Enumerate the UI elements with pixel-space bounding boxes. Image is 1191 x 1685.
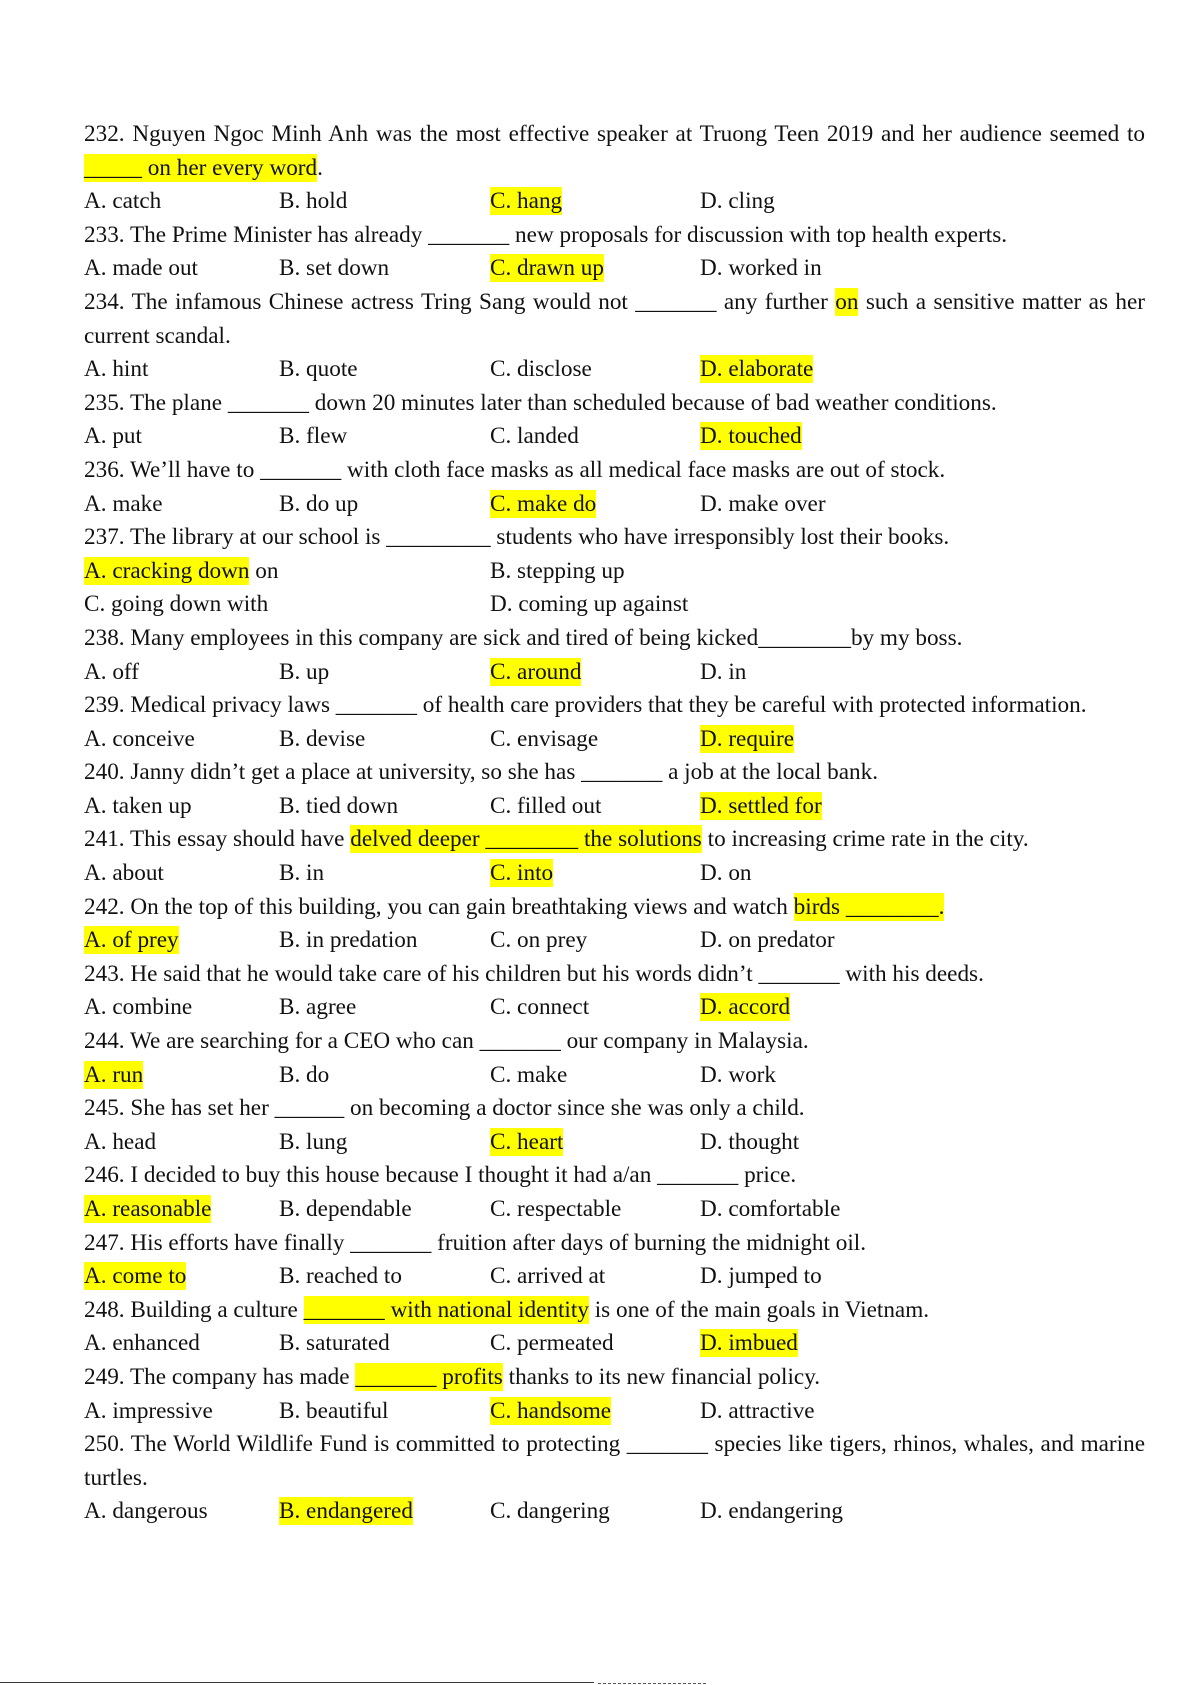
highlighted-answer: C. around [490, 658, 582, 685]
highlighted-text: on [835, 288, 859, 315]
highlighted-text: _______ profits [355, 1363, 503, 1390]
answer-text: A. combine [84, 994, 193, 1021]
answer-text: A. put [84, 423, 142, 450]
highlighted-answer: D. settled for [700, 792, 822, 819]
question-stem-line [84, 454, 1145, 488]
answer-text: B. beautiful [279, 1397, 389, 1424]
answer-text: A. made out [84, 255, 198, 282]
answer-options-row [84, 1327, 1145, 1361]
answer-option-d [700, 857, 752, 891]
answer-option-c [490, 353, 592, 387]
stem-text: The plane _______ down 20 minutes later than scheduled because of bad weather conditions. [129, 389, 997, 416]
stem-text: to increasing crime rate in the city. [701, 826, 1029, 853]
stem-text: The Prime Minister has already _______ new proposals for discussion with top health experts. [129, 221, 1008, 248]
answer-text: B. in predation [279, 927, 418, 954]
question-237 [84, 521, 1145, 622]
question-238 [84, 622, 1145, 689]
answer-option-a [84, 991, 192, 1025]
answer-option-b [279, 723, 365, 757]
answer-option-b [279, 1193, 412, 1227]
question-number: 232. [84, 121, 125, 147]
question-number: 244. [84, 1028, 125, 1055]
stem-text: The library at our school is _________ students who have irresponsibly lost their books. [129, 524, 950, 551]
answer-option-a [84, 723, 195, 757]
question-245 [84, 1092, 1145, 1159]
answer-text: A. conceive [84, 725, 195, 752]
highlighted-answer: A. come to [84, 1263, 187, 1290]
highlighted-text: delved deeper ________ the solutions [350, 826, 702, 853]
stem-text: We’ll have to _______ with cloth face masks as all medical face masks are out of stock. [129, 456, 946, 483]
answer-option-c [490, 857, 553, 891]
answer-option-b [279, 1260, 402, 1294]
answer-text: B. saturated [279, 1330, 390, 1357]
question-number: 250. [84, 1431, 125, 1458]
answer-text: C. permeated [490, 1330, 614, 1357]
answer-text: D. endangering [700, 1498, 843, 1525]
question-number: 242. [84, 893, 125, 920]
stem-text: He said that he would take care of his children but his words didn’t _______ with his deeds. [130, 960, 984, 987]
highlighted-answer: C. handsome [490, 1397, 612, 1424]
stem-text: The infamous Chinese actress Tring Sang would not _______ any further [131, 288, 836, 315]
answer-options-row [84, 420, 1145, 454]
answer-text: B. dependable [279, 1196, 412, 1222]
stem-text: On the top of this building, you can gain breathtaking views and watch [130, 893, 794, 920]
answer-option-c [490, 1395, 611, 1429]
question-234 [84, 286, 1145, 387]
highlighted-answer: A. run [84, 1061, 144, 1088]
answer-option-c [490, 1327, 614, 1361]
question-stem-line [84, 823, 1145, 857]
answer-text: D. comfortable [700, 1196, 841, 1222]
answer-option-a [84, 1260, 186, 1294]
highlighted-answer: C. drawn up [490, 255, 604, 282]
question-240 [84, 756, 1145, 823]
answer-options-row [84, 1059, 1145, 1093]
answer-options-row [84, 555, 1145, 589]
answer-option-d [700, 1327, 798, 1361]
answer-option-b [279, 1495, 413, 1529]
question-stem-line [84, 1428, 1145, 1462]
answer-option-c [490, 1260, 605, 1294]
answer-option-c [490, 252, 604, 286]
answer-option-d [700, 1059, 776, 1093]
answer-option-d [490, 588, 688, 622]
question-235 [84, 387, 1145, 454]
question-232 [84, 118, 1145, 219]
question-stem-line [84, 1462, 1145, 1496]
question-number: 249. [84, 1363, 125, 1390]
question-number: 247. [84, 1229, 125, 1256]
answer-text-suffix: on [249, 557, 279, 584]
question-248 [84, 1294, 1145, 1361]
question-stem-line [84, 756, 1145, 790]
answer-option-b [279, 252, 389, 286]
exercise-document [84, 118, 1145, 1529]
question-236 [84, 454, 1145, 521]
question-stem-line [84, 958, 1145, 992]
highlighted-answer: D. accord [700, 994, 791, 1021]
stem-text: thanks to its new financial policy. [502, 1363, 821, 1390]
answer-option-c [490, 1193, 621, 1227]
highlighted-answer: C. make do [490, 490, 597, 517]
answer-option-b [279, 790, 398, 824]
question-number: 245. [84, 1095, 125, 1122]
question-249 [84, 1361, 1145, 1428]
answer-option-d [700, 353, 813, 387]
question-number: 236. [84, 456, 125, 483]
question-stem-line [84, 1227, 1145, 1261]
answer-text: D. coming up against [490, 591, 689, 618]
question-stem-line [84, 1361, 1145, 1395]
answer-options-row [84, 1395, 1145, 1429]
answer-option-a [84, 857, 164, 891]
question-stem-line [84, 1092, 1145, 1126]
answer-option-a [84, 252, 198, 286]
answer-option-c [84, 588, 268, 622]
answer-text: C. going down with [84, 591, 269, 618]
question-247 [84, 1227, 1145, 1294]
stem-text: We are searching for a CEO who can _______ our company in Malaysia. [129, 1028, 809, 1055]
stem-text: turtles. [84, 1464, 148, 1491]
answer-option-d [700, 991, 790, 1025]
answer-text: C. respectable [490, 1196, 622, 1222]
answer-option-a [84, 790, 192, 824]
answer-option-b [279, 857, 324, 891]
highlighted-text: _____ on her every word [84, 154, 318, 181]
question-stem-line [84, 1159, 1145, 1193]
answer-options-row [84, 353, 1145, 387]
answer-option-a [84, 185, 161, 219]
question-242 [84, 891, 1145, 958]
answer-option-d [700, 924, 835, 958]
answer-text: A. hint [84, 356, 149, 383]
highlighted-text: birds ________. [793, 893, 945, 920]
stem-text: The company has made [129, 1363, 356, 1390]
highlighted-answer: D. elaborate [700, 356, 814, 383]
answer-option-c [490, 185, 562, 219]
answer-option-a [84, 420, 142, 454]
answer-text: C. disclose [490, 356, 592, 383]
question-stem-line [84, 689, 1145, 723]
answer-option-d [700, 185, 775, 219]
answer-options-row [84, 588, 1145, 622]
answer-option-a [84, 1395, 213, 1429]
answer-options-row [84, 924, 1145, 958]
footer-rule [0, 1682, 594, 1683]
answer-option-a [84, 924, 179, 958]
answer-text: B. reached to [279, 1263, 402, 1290]
answer-option-c [490, 790, 601, 824]
answer-option-c [490, 1059, 567, 1093]
answer-text: B. tied down [279, 792, 399, 819]
question-number: 237. [84, 524, 125, 551]
question-243 [84, 958, 1145, 1025]
answer-text: B. do [279, 1061, 330, 1088]
stem-text: Building a culture [130, 1296, 304, 1323]
answer-text: A. off [84, 658, 139, 685]
answer-option-b [279, 656, 329, 690]
highlighted-answer: A. of prey [84, 927, 179, 954]
answer-text: B. do up [279, 490, 359, 517]
highlighted-answer: B. endangered [279, 1498, 413, 1525]
answer-text: D. jumped to [700, 1263, 822, 1290]
answer-options-row [84, 488, 1145, 522]
question-number: 240. [84, 759, 125, 786]
question-stem-line [84, 286, 1145, 320]
answer-option-d [700, 1495, 843, 1529]
answer-text: B. in [279, 860, 325, 887]
answer-option-c [490, 723, 598, 757]
answer-option-a [84, 656, 139, 690]
answer-text: C. filled out [490, 792, 602, 819]
answer-text: A. enhanced [84, 1330, 200, 1357]
question-number: 233. [84, 221, 125, 248]
question-239 [84, 689, 1145, 756]
answer-text: C. on prey [490, 927, 588, 954]
answer-option-a [84, 1193, 211, 1227]
stem-text: She has set her ______ on becoming a doctor since she was only a child. [130, 1095, 805, 1122]
answer-option-a [84, 555, 278, 589]
answer-text: B. lung [279, 1128, 348, 1155]
answer-option-d [700, 420, 802, 454]
answer-text: C. arrived at [490, 1263, 606, 1290]
question-250 [84, 1428, 1145, 1529]
answer-options-row [84, 1495, 1145, 1529]
stem-text: Nguyen Ngoc Minh Anh was the most effective speaker at Truong Teen 2019 and her audience seemed to [132, 121, 1145, 147]
stem-text: current scandal. [84, 322, 231, 349]
answer-text: B. agree [279, 994, 357, 1021]
question-number: 234. [84, 288, 125, 315]
question-stem-line [84, 1294, 1145, 1328]
question-stem-line [84, 521, 1145, 555]
answer-text: A. about [84, 860, 164, 887]
answer-text: C. dangering [490, 1498, 610, 1525]
highlighted-answer: D. require [700, 725, 794, 752]
answer-text: C. make [490, 1061, 568, 1088]
answer-option-d [700, 252, 822, 286]
answer-text: B. stepping up [490, 557, 625, 584]
answer-option-c [490, 420, 579, 454]
answer-text: D. on predator [700, 927, 835, 954]
stem-text: I decided to buy this house because I thought it had a/an _______ price. [130, 1162, 797, 1189]
question-stem-line [84, 387, 1145, 421]
question-stem-line [84, 891, 1145, 925]
question-number: 235. [84, 389, 125, 416]
answer-text: A. impressive [84, 1397, 213, 1424]
stem-text: Medical privacy laws _______ of health care providers that they be careful with protected information. [130, 692, 1087, 719]
answer-option-c [490, 656, 581, 690]
answer-options-row [84, 252, 1145, 286]
question-number: 241. [84, 826, 125, 853]
footer-rule-segment [598, 1683, 706, 1684]
answer-option-c [490, 1126, 563, 1160]
answer-text: D. work [700, 1061, 776, 1088]
question-number: 248. [84, 1296, 125, 1323]
answer-option-d [700, 656, 746, 690]
answer-option-d [700, 723, 794, 757]
answer-option-c [490, 991, 589, 1025]
answer-text: A. head [84, 1128, 157, 1155]
answer-option-b [279, 420, 347, 454]
highlighted-answer: D. touched [700, 423, 802, 450]
question-stem-line [84, 152, 1145, 186]
answer-options-row [84, 1126, 1145, 1160]
answer-option-c [490, 488, 596, 522]
answer-text: A. dangerous [84, 1498, 208, 1525]
answer-options-row [84, 991, 1145, 1025]
answer-options-row [84, 790, 1145, 824]
stem-text: is one of the main goals in Vietnam. [588, 1296, 930, 1323]
answer-option-a [84, 1495, 208, 1529]
answer-option-b [279, 1327, 390, 1361]
question-number: 238. [84, 624, 125, 651]
answer-options-row [84, 723, 1145, 757]
answer-option-d [700, 488, 826, 522]
answer-text: D. attractive [700, 1397, 815, 1424]
answer-option-b [279, 1059, 329, 1093]
question-stem-line [84, 1025, 1145, 1059]
stem-text: Many employees in this company are sick and tired of being kicked________by my boss. [130, 624, 963, 651]
answer-option-c [490, 1495, 610, 1529]
answer-option-b [279, 924, 417, 958]
answer-text: D. worked in [700, 255, 822, 282]
answer-option-b [279, 353, 358, 387]
highlighted-answer: C. heart [490, 1128, 564, 1155]
answer-text: A. taken up [84, 792, 192, 819]
highlighted-answer: A. cracking down [84, 557, 250, 584]
answer-text: C. landed [490, 423, 579, 450]
answer-option-a [84, 1327, 200, 1361]
highlighted-text: _______ with national identity [303, 1296, 589, 1323]
answer-text: D. cling [700, 188, 775, 215]
question-stem-line [84, 622, 1145, 656]
answer-text: B. up [279, 658, 330, 685]
answer-option-b [279, 1126, 347, 1160]
answer-text: B. flew [279, 423, 348, 450]
answer-option-d [700, 1395, 815, 1429]
answer-text: D. in [700, 658, 747, 685]
answer-option-a [84, 488, 163, 522]
stem-text: His efforts have finally _______ fruition after days of burning the midnight oil. [130, 1229, 867, 1256]
answer-options-row [84, 656, 1145, 690]
answer-option-a [84, 1059, 143, 1093]
answer-options-row [84, 1260, 1145, 1294]
answer-options-row [84, 1193, 1145, 1227]
stem-text: The World Wildlife Fund is committed to protecting _______ species like tigers, rhinos, whales, and marine [130, 1431, 1145, 1458]
answer-option-b [279, 991, 356, 1025]
answer-options-row [84, 185, 1145, 219]
answer-option-d [700, 1260, 822, 1294]
answer-option-d [700, 1126, 799, 1160]
answer-option-d [700, 790, 822, 824]
highlighted-answer: C. hang [490, 188, 563, 215]
highlighted-answer: D. imbued [700, 1330, 798, 1357]
highlighted-answer: A. reasonable [84, 1196, 212, 1222]
question-stem-line [84, 118, 1145, 152]
stem-text: Janny didn’t get a place at university, so she has _______ a job at the local bank. [130, 759, 878, 786]
answer-text: C. envisage [490, 725, 599, 752]
answer-option-d [700, 1193, 840, 1227]
question-number: 243. [84, 960, 125, 987]
answer-text: B. set down [279, 255, 390, 282]
answer-options-row [84, 857, 1145, 891]
answer-text: B. quote [279, 356, 358, 383]
answer-text: B. hold [279, 188, 348, 215]
answer-text: D. thought [700, 1128, 800, 1155]
question-number: 246. [84, 1162, 125, 1189]
stem-text: . [317, 154, 323, 181]
answer-option-b [279, 1395, 388, 1429]
highlighted-answer: C. into [490, 860, 554, 887]
question-233 [84, 219, 1145, 286]
answer-option-a [84, 353, 148, 387]
question-number: 239. [84, 692, 125, 719]
answer-option-b [279, 488, 358, 522]
answer-text: D. on [700, 860, 752, 887]
question-241 [84, 823, 1145, 890]
answer-text: A. catch [84, 188, 162, 215]
answer-option-a [84, 1126, 156, 1160]
answer-text: B. devise [279, 725, 366, 752]
question-stem-line [84, 320, 1145, 354]
question-244 [84, 1025, 1145, 1092]
question-246 [84, 1159, 1145, 1226]
answer-text: A. make [84, 490, 163, 517]
question-stem-line [84, 219, 1145, 253]
stem-text: This essay should have [129, 826, 351, 853]
answer-text: D. make over [700, 490, 826, 517]
answer-text: C. connect [490, 994, 590, 1021]
answer-option-b [279, 185, 347, 219]
answer-option-c [490, 924, 587, 958]
stem-text: such a sensitive matter as her [858, 288, 1145, 315]
answer-option-b [490, 555, 625, 589]
